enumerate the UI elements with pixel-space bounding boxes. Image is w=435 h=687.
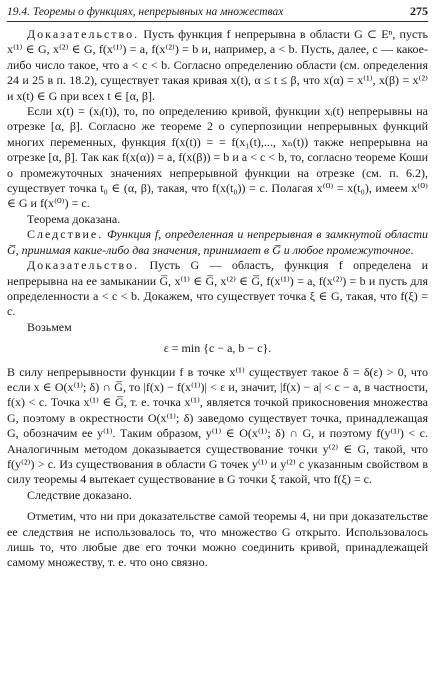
page-number: 275 xyxy=(410,4,428,18)
corollary-proof-text: Пусть G — область, функция f определена и непрерывна на ее замыкании G̅, x⁽¹⁾ ∈ G̅, x⁽²⁾ ∈ G̅, f(x⁽¹⁾) = a, f(x⁽²⁾) = b и пусть для определенности a < c < b. Докажем, что существует точка ξ ∈ G, такая, что f(ξ) = c. xyxy=(7,258,428,319)
corollary-text: Функция f, определенная и непрерывная в замкнутой области G̅, принимая какие-либо два значения, принимает в G̅ и любое промежуточное. xyxy=(7,227,428,257)
theorem-proved: Теорема доказана. xyxy=(27,211,121,226)
proof-paragraph-1 xyxy=(7,27,428,104)
take-line: Возьмем xyxy=(27,319,72,334)
corollary-proof-label: Доказательство. xyxy=(27,258,140,273)
proof-text: Пусть функция f непрерывна в области G ⊂ Eⁿ, пусть x⁽¹⁾ ∈ G, x⁽²⁾ ∈ G, f(x⁽¹⁾) = a, f(x⁽²⁾) = b и, например, a < b. Пусть, далее, c — какое-либо число такое, что a < c < b. Согласно определению области (см. определения 24 и 25 в п. 18.2), существует такая кривая x(t), α ≤ t ≤ β, что x(α) = x⁽¹⁾, x(β) = x⁽²⁾ и x(t) ∈ G при всех t ∈ [α, β]. xyxy=(7,27,428,103)
epsilon-formula: ε = min {c − a, b − c}. xyxy=(163,341,272,356)
corollary-paragraph xyxy=(7,227,428,258)
proof-paragraph-2: Если x(t) = (xᵢ(t)), то, по определению кривой, функции xᵢ(t) непрерывны на отрезке [α, β]. Согласно же теореме 2 о суперпозиции непрерывных функций многих переменных, функция f(x(t)) = = f(x₁(t),..., xₙ(t)) также непрерывна на отрезке [α, β]. Так как f(x(α)) = a, f(x(β)) = b и a < c < b, то, согласно теореме Коши о промежуточных значениях непрерывной функции на отрезке (см. п. 6.2), существует точка t₀ ∈ (α, β), такая, что f(x(t₀)) = c. Полагая x⁽⁰⁾ = x(t₀), имеем x⁽⁰⁾ ∈ G и f(x⁽⁰⁾) = c. xyxy=(7,104,428,211)
corollary-proof-paragraph xyxy=(7,258,428,320)
header-rule xyxy=(7,21,428,22)
section-title: 19.4. Теоремы о функциях, непрерывных на множествах xyxy=(7,6,284,18)
running-header xyxy=(7,4,428,19)
page-body xyxy=(7,27,428,571)
corollary-label: Следствие. xyxy=(27,227,104,242)
remark-paragraph: Отметим, что ни при доказательстве самой теоремы 4, ни при доказательстве ее следствия не использовалось то, что множество G открыто. Использовалось лишь то, что любые две его точки можно соединить кривой, принадлежащей самому множеству, т. е. что оно связно. xyxy=(7,509,428,570)
corollary-proved: Следствие доказано. xyxy=(27,487,132,502)
continuity-paragraph: В силу непрерывности функции f в точке x⁽¹⁾ существует такое δ = δ(ε) > 0, что если x ∈ O(x⁽¹⁾; δ) ∩ G̅, то |f(x) − f(x⁽¹⁾)| < ε и, значит, |f(x) − a| < c − a, в частности, f(x) < c. Точка x⁽¹⁾ ∈ G̅, т. е. точка x⁽¹⁾, является точкой прикосновения множества G, поэтому в окрестности O(x⁽¹⁾; δ) заведомо существует точка, принадлежащая G, обозначим ее y⁽¹⁾. Таким образом, y⁽¹⁾ ∈ O(x⁽¹⁾; δ) ∩ G, и поэтому f(y⁽¹⁾) < c. Аналогичным методом доказывается существование точки y⁽²⁾ ∈ G, такой, что f(y⁽²⁾) > c. Из существования в области G точек y⁽¹⁾ и y⁽²⁾ с указанным свойством в силу теоремы 4 вытекает существование в G точки ξ такой, что f(ξ) = c. xyxy=(7,364,428,487)
proof-label: Доказательство. xyxy=(27,27,140,41)
